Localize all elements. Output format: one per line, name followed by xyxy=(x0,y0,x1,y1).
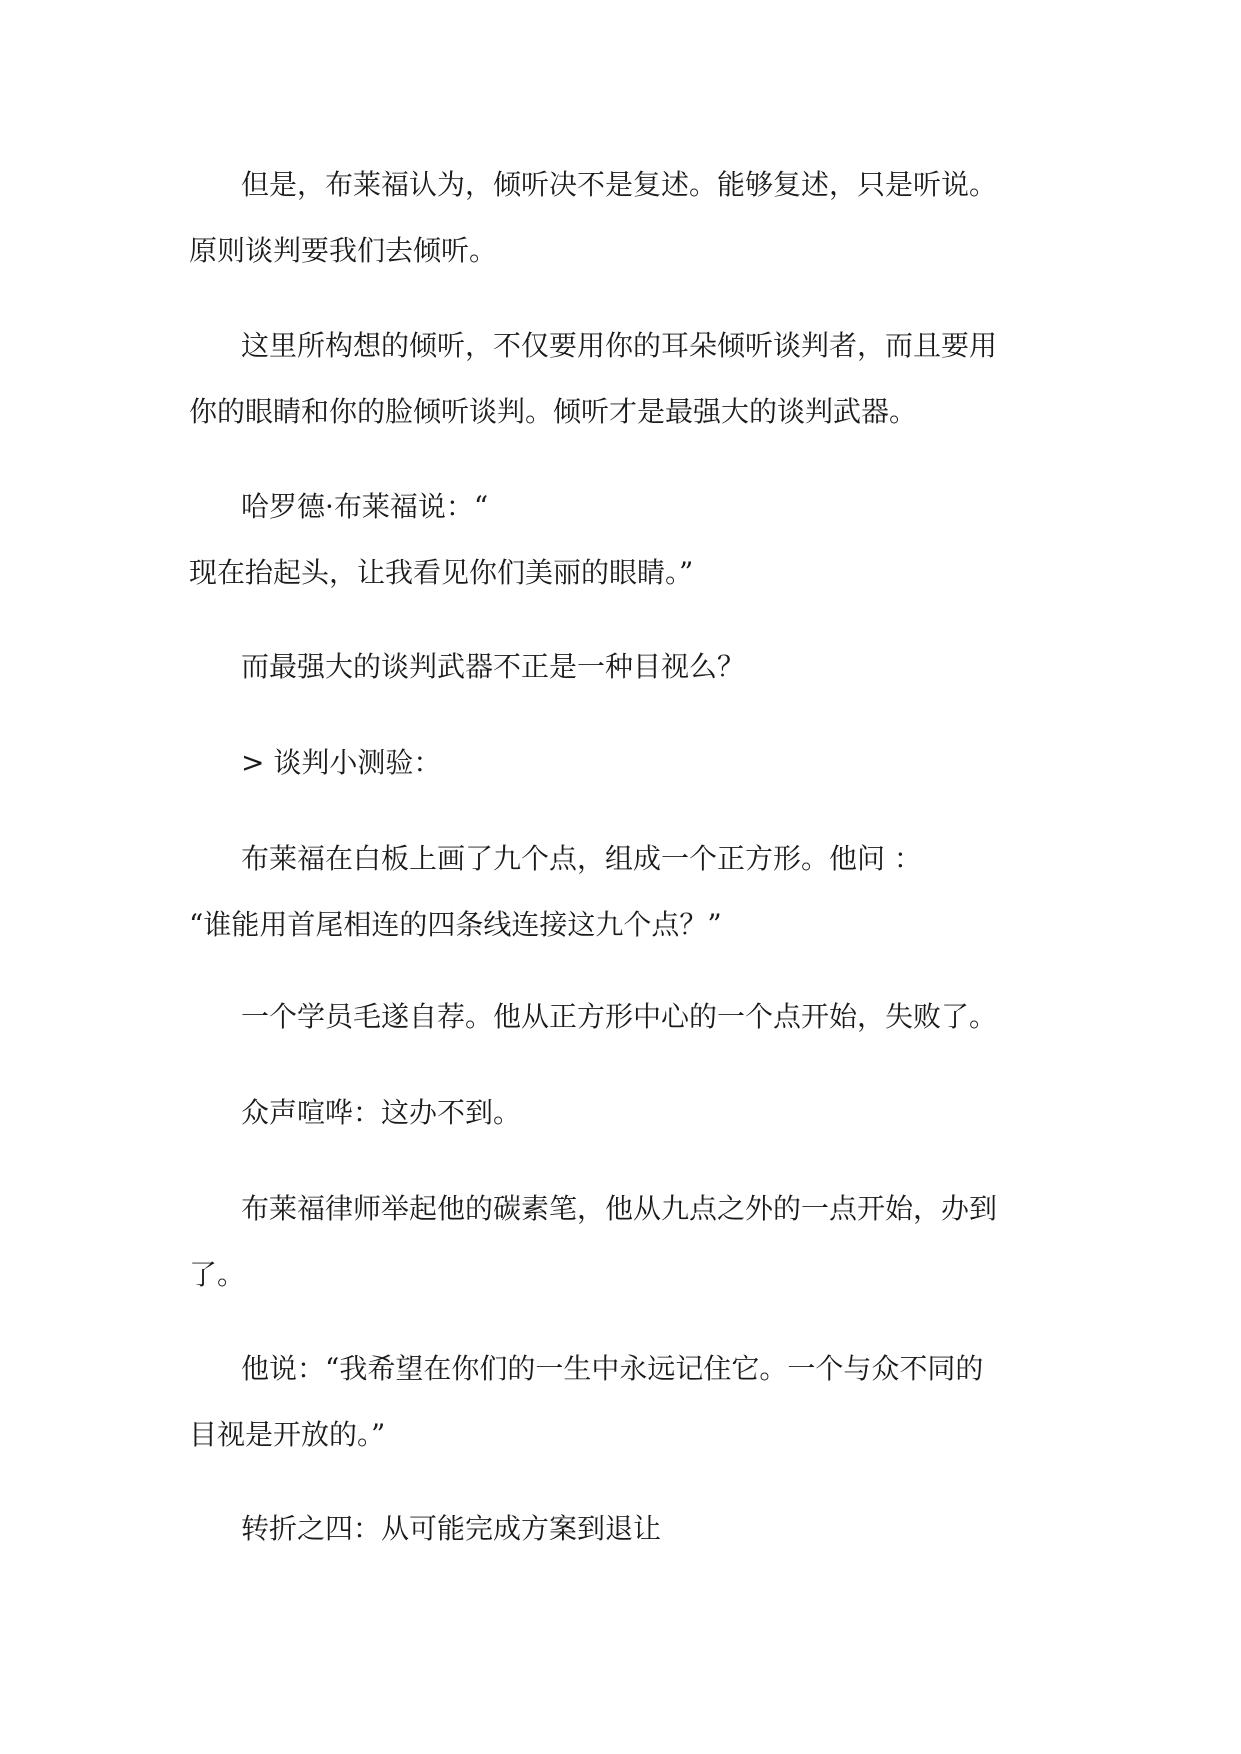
paragraph-line: 目视是开放的。” xyxy=(189,1418,386,1451)
paragraph-line: 了。 xyxy=(189,1258,246,1291)
paragraph-1 xyxy=(189,152,1029,284)
paragraph-line: “谁能用首尾相连的四条线连接这九个点？” xyxy=(189,908,722,941)
paragraph-line: 众声喧哗：这办不到。 xyxy=(241,1096,522,1129)
paragraph-11 xyxy=(189,1496,1029,1562)
paragraph-10 xyxy=(189,1336,1029,1468)
paragraph-line: 布莱福在白板上画了九个点，组成一个正方形。他问 ： xyxy=(241,842,922,875)
paragraph-9 xyxy=(189,1176,1029,1308)
paragraph-6 xyxy=(189,826,1029,958)
paragraph-line: 现在抬起头，让我看见你们美丽的眼睛。” xyxy=(189,556,694,589)
paragraph-3 xyxy=(189,474,1029,606)
paragraph-8 xyxy=(189,1080,1029,1146)
paragraph-line: 哈罗德·布莱福说：“ xyxy=(241,490,489,523)
paragraph-line: 你的眼睛和你的脸倾听谈判。倾听才是最强大的谈判武器。 xyxy=(189,395,918,428)
paragraph-line: 这里所构想的倾听，不仅要用你的耳朵倾听谈判者，而且要用 xyxy=(241,329,998,362)
paragraph-line: 布莱福律师举起他的碳素笔，他从九点之外的一点开始，办到 xyxy=(241,1192,998,1225)
paragraph-line: 一个学员毛遂自荐。他从正方形中心的一个点开始，失败了。 xyxy=(241,1000,998,1033)
paragraph-line: 原则谈判要我们去倾听。 xyxy=(189,234,498,267)
paragraph-line: 他说：“我希望在你们的一生中永远记住它。一个与众不同的 xyxy=(241,1352,984,1385)
paragraph-line: 转折之四：从可能完成方案到退让 xyxy=(241,1512,662,1545)
paragraph-line: > 谈判小测验： xyxy=(241,746,442,779)
paragraph-line: 而最强大的谈判武器不正是一种目视么？ xyxy=(241,650,746,683)
paragraph-5 xyxy=(189,730,1029,796)
paragraph-2 xyxy=(189,313,1029,445)
paragraph-7 xyxy=(189,984,1029,1050)
paragraph-4 xyxy=(189,634,1029,700)
paragraph-line: 但是，布莱福认为，倾听决不是复述。能够复述，只是听说。 xyxy=(241,168,998,201)
